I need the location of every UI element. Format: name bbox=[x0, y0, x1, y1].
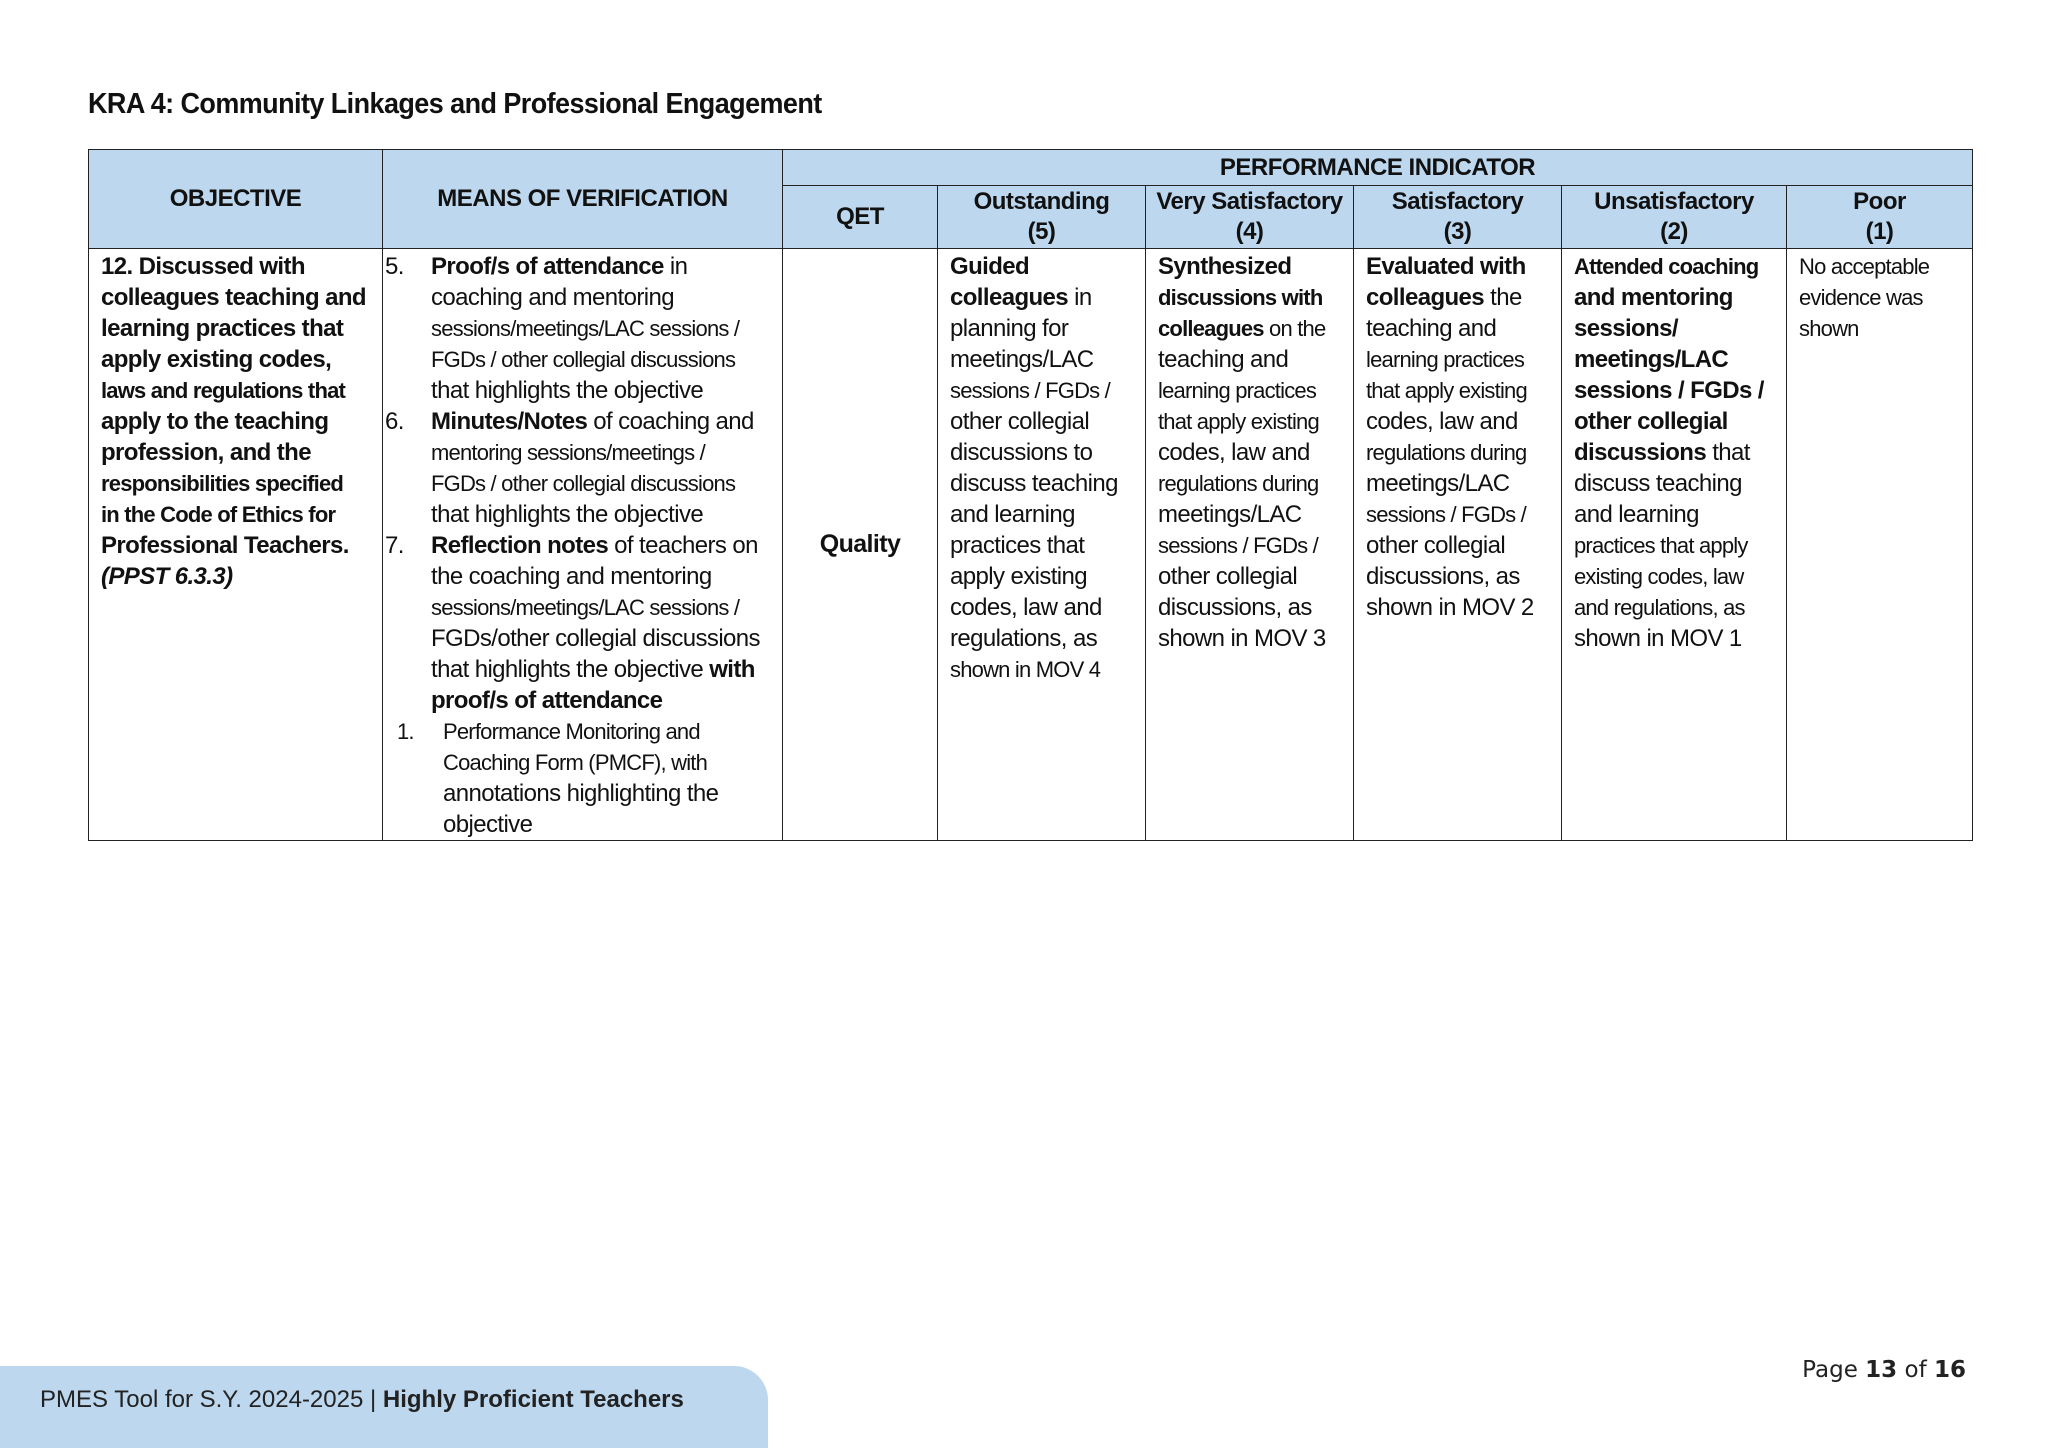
mov-line: the coaching and mentoring bbox=[431, 563, 712, 590]
header-performance-indicator: PERFORMANCE INDICATOR bbox=[783, 150, 1973, 186]
mov-line: that highlights the objective bbox=[431, 501, 704, 528]
indicator-line: discussions, as bbox=[1158, 594, 1312, 621]
indicator-line: regulations during bbox=[1158, 471, 1319, 496]
mov-line: coaching and mentoring bbox=[431, 284, 674, 311]
page-title: KRA 4: Community Linkages and Professional Engagement bbox=[88, 88, 822, 120]
objective-line: colleagues teaching and bbox=[101, 284, 366, 311]
indicator-line: codes, law and bbox=[950, 594, 1102, 621]
mov-line: of coaching and bbox=[587, 408, 754, 435]
indicator-bold: sessions / FGDs / bbox=[1574, 377, 1764, 404]
objective-line: apply to the teaching bbox=[101, 408, 329, 435]
indicator-line: discussions, as bbox=[1366, 563, 1520, 590]
mov-line: sessions/meetings/LAC sessions / bbox=[431, 316, 740, 341]
header-level-unsatisfactory bbox=[1562, 186, 1787, 249]
indicator-line: meetings/LAC bbox=[1366, 470, 1510, 497]
mov-line: in bbox=[663, 253, 688, 280]
objective-line: in the Code of Ethics for bbox=[101, 502, 336, 527]
indicator-bold: Evaluated with bbox=[1366, 253, 1526, 280]
qet-cell: Quality bbox=[783, 249, 938, 841]
header-level-outstanding bbox=[938, 186, 1146, 249]
indicator-line: codes, law and bbox=[1366, 408, 1518, 435]
indicator-line: learning practices bbox=[1366, 347, 1525, 372]
header-level-very-satisfactory bbox=[1146, 186, 1354, 249]
header-objective: OBJECTIVE bbox=[89, 150, 383, 249]
satisfactory-cell bbox=[1354, 249, 1562, 841]
mov-text bbox=[431, 406, 754, 530]
objective-line: learning practices that bbox=[101, 315, 344, 342]
level-label: Very Satisfactory bbox=[1156, 188, 1343, 215]
mov-list bbox=[385, 251, 774, 840]
indicator-bold: colleagues bbox=[1158, 316, 1264, 341]
indicator-line: teaching and bbox=[1366, 315, 1497, 342]
mov-text bbox=[431, 530, 760, 716]
indicator-line: regulations, as bbox=[950, 625, 1098, 652]
objective-line: responsibilities specified bbox=[101, 471, 344, 496]
indicator-line: other collegial bbox=[950, 408, 1090, 435]
indicator-bold: discussions bbox=[1574, 439, 1707, 466]
header-level-poor bbox=[1787, 186, 1973, 249]
mov-line: FGDs / other collegial discussions bbox=[431, 471, 736, 496]
mov-line: Performance Monitoring and bbox=[443, 719, 700, 744]
list-item bbox=[385, 406, 774, 530]
mov-bold: Minutes/Notes bbox=[431, 408, 588, 435]
mov-bold: with bbox=[709, 656, 755, 683]
mov-line: annotations highlighting the bbox=[443, 780, 719, 807]
page-number-middle: of bbox=[1897, 1357, 1934, 1383]
indicator-line: that bbox=[1706, 439, 1750, 466]
footer-audience-label: Highly Proficient Teachers bbox=[382, 1386, 684, 1413]
indicator-line: practices that bbox=[950, 532, 1085, 559]
objective-text bbox=[101, 251, 374, 592]
mov-number: 1. bbox=[397, 719, 414, 744]
indicator-bold: colleagues bbox=[1366, 284, 1485, 311]
mov-number: 6. bbox=[385, 408, 404, 435]
objective-ppst-reference: (PPST 6.3.3) bbox=[101, 563, 233, 590]
indicator-bold: Synthesized bbox=[1158, 253, 1292, 280]
indicator-bold: and mentoring bbox=[1574, 284, 1733, 311]
indicator-line: other collegial bbox=[1366, 532, 1506, 559]
header-level-satisfactory bbox=[1354, 186, 1562, 249]
indicator-bold: meetings/LAC bbox=[1574, 346, 1729, 373]
level-label: Unsatisfactory bbox=[1594, 188, 1754, 215]
indicator-line: planning for bbox=[950, 315, 1069, 342]
indicator-line: evidence was bbox=[1799, 285, 1923, 310]
indicator-bold: other collegial bbox=[1574, 408, 1728, 435]
indicator-line: shown in MOV 2 bbox=[1366, 594, 1534, 621]
outstanding-cell bbox=[938, 249, 1146, 841]
header-qet: QET bbox=[783, 186, 938, 249]
indicator-line: shown bbox=[1799, 316, 1859, 341]
indicator-line: and learning bbox=[1574, 501, 1699, 528]
indicator-line: practices that apply bbox=[1574, 533, 1748, 558]
table-row bbox=[89, 249, 1973, 841]
means-of-verification-cell bbox=[383, 249, 783, 841]
header-means-of-verification: MEANS OF VERIFICATION bbox=[383, 150, 783, 249]
level-label: Poor bbox=[1853, 188, 1906, 215]
page-number-total: 16 bbox=[1933, 1357, 1966, 1383]
page-number-prefix: Page bbox=[1802, 1357, 1866, 1383]
indicator-bold: discussions with bbox=[1158, 285, 1323, 310]
footer-text bbox=[40, 1386, 684, 1414]
mov-line: that highlights the objective bbox=[431, 656, 710, 683]
level-score: (3) bbox=[1443, 218, 1472, 245]
indicator-bold: Guided bbox=[950, 253, 1030, 280]
indicator-line: sessions / FGDs / bbox=[1158, 533, 1318, 558]
rubric-table bbox=[88, 149, 1973, 841]
mov-line: that highlights the objective bbox=[431, 377, 704, 404]
mov-number: 5. bbox=[385, 253, 404, 280]
objective-line: 12. Discussed with bbox=[101, 253, 305, 280]
objective-line: apply existing codes, bbox=[101, 346, 332, 373]
indicator-line: discussions to bbox=[950, 439, 1093, 466]
level-label: Satisfactory bbox=[1391, 188, 1524, 215]
indicator-line: No acceptable bbox=[1799, 254, 1930, 279]
indicator-line: that apply existing bbox=[1366, 378, 1527, 403]
mov-line: sessions/meetings/LAC sessions / bbox=[431, 595, 740, 620]
page-number bbox=[1802, 1357, 1966, 1383]
mov-bold: Reflection notes bbox=[431, 532, 609, 559]
indicator-line: existing codes, law bbox=[1574, 564, 1744, 589]
mov-line: objective bbox=[443, 811, 533, 838]
poor-cell bbox=[1787, 249, 1973, 841]
indicator-line: in bbox=[1068, 284, 1092, 311]
indicator-line: regulations during bbox=[1366, 440, 1527, 465]
indicator-line: and regulations, as bbox=[1574, 595, 1745, 620]
page-number-current: 13 bbox=[1865, 1357, 1898, 1383]
objective-line: profession, and the bbox=[101, 439, 311, 466]
mov-bold: proof/s of attendance bbox=[431, 687, 663, 714]
mov-line: FGDs/other collegial discussions bbox=[431, 625, 760, 652]
very-satisfactory-cell bbox=[1146, 249, 1354, 841]
footer-tool-label: PMES Tool for S.Y. 2024-2025 | bbox=[40, 1386, 383, 1413]
objective-line: Professional Teachers. bbox=[101, 532, 349, 559]
indicator-bold: Attended coaching bbox=[1574, 254, 1759, 279]
list-item bbox=[385, 530, 774, 716]
mov-text bbox=[431, 251, 739, 406]
mov-line: Coaching Form (PMCF), with bbox=[443, 750, 708, 775]
indicator-line: that apply existing bbox=[1158, 409, 1319, 434]
list-item bbox=[385, 251, 774, 406]
indicator-bold: colleagues bbox=[950, 284, 1069, 311]
indicator-line: teaching and bbox=[1158, 346, 1289, 373]
indicator-line: discuss teaching bbox=[1574, 470, 1742, 497]
unsatisfactory-cell bbox=[1562, 249, 1787, 841]
indicator-line: sessions / FGDs / bbox=[950, 378, 1110, 403]
mov-line: of teachers on bbox=[608, 532, 758, 559]
level-score: (1) bbox=[1865, 218, 1894, 245]
indicator-line: learning practices bbox=[1158, 378, 1317, 403]
objective-line: laws and regulations that bbox=[101, 378, 346, 403]
indicator-line: on the bbox=[1263, 316, 1326, 341]
level-score: (5) bbox=[1027, 218, 1056, 245]
mov-line: FGDs / other collegial discussions bbox=[431, 347, 736, 372]
indicator-line: apply existing bbox=[950, 563, 1088, 590]
indicator-line: the bbox=[1484, 284, 1522, 311]
indicator-line: discuss teaching bbox=[950, 470, 1118, 497]
indicator-line: meetings/LAC bbox=[1158, 501, 1302, 528]
indicator-line: other collegial bbox=[1158, 563, 1298, 590]
indicator-line: shown in MOV 3 bbox=[1158, 625, 1326, 652]
level-label: Outstanding bbox=[973, 188, 1110, 215]
indicator-line: meetings/LAC bbox=[950, 346, 1094, 373]
indicator-line: and learning bbox=[950, 501, 1075, 528]
indicator-line: codes, law and bbox=[1158, 439, 1310, 466]
mov-number: 7. bbox=[385, 532, 404, 559]
indicator-line: sessions / FGDs / bbox=[1366, 502, 1526, 527]
indicator-line: shown in MOV 1 bbox=[1574, 625, 1742, 652]
indicator-bold: sessions/ bbox=[1574, 315, 1678, 342]
list-item bbox=[391, 716, 774, 840]
level-score: (4) bbox=[1235, 218, 1264, 245]
level-score: (2) bbox=[1660, 218, 1688, 245]
indicator-line: shown in MOV 4 bbox=[950, 657, 1101, 682]
mov-bold: Proof/s of attendance bbox=[431, 253, 664, 280]
mov-line: mentoring sessions/meetings / bbox=[431, 440, 705, 465]
objective-cell bbox=[89, 249, 383, 841]
mov-text bbox=[443, 716, 718, 840]
